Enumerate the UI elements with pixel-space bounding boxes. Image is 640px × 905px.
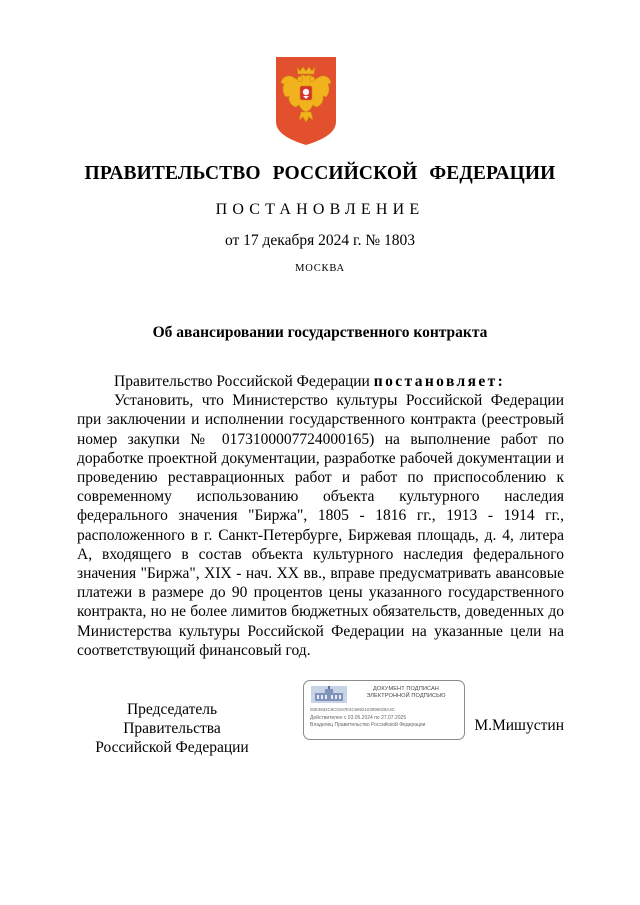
date-and-number: от 17 декабря 2024 г. № 1803 (224, 232, 416, 249)
intro-paragraph (77, 372, 564, 391)
certificate-owner: Владелец Правительство Российской Федерации (310, 722, 426, 728)
stamp-heading (350, 686, 462, 700)
intro-text: Правительство Российской Федерации (114, 373, 374, 390)
city: МОСКВА (295, 263, 345, 274)
certificate-validity: Действителен с 03.05.2024 по 27.07.2025 (310, 715, 407, 721)
position-line-1: Председатель Правительства (123, 701, 221, 737)
certificate-number: 00E3832C6C0197E4C6692103096028A4C (310, 707, 395, 712)
decree-word: постановляет: (373, 373, 506, 390)
stamp-heading-line-1: ДОКУМЕНТ ПОДПИСАН (373, 686, 439, 692)
document-body (77, 372, 564, 660)
signatory-position (77, 700, 267, 757)
main-paragraph: Установить, что Министерство культуры Российской Федерации при заключении и исполнении государственного контракта (реестровый номер закупки № 0173100007724000165) на выполнение работ по доработке проектной документации, разработке рабочей документации и проведению реставрационных работ и работ по приспособлению к современному использованию объекта культурного наследия федерального значения "Биржа", 1805 - 1816 гг., 1913 - 1914 гг., расположенного в г. Санкт-Петербурге, Биржевая площадь, д. 4, литера А, входящего в состав объекта культурного наследия федерального значения "Биржа", XIX - нач. XX вв., вправе предусматривать авансовые платежи в размере до 90 процентов цены указанного государственного контракта, но не более лимитов бюджетных обязательств, доведенных до Министерства культуры Российской Федерации на указанные цели на соответствующий финансовый год. (77, 392, 564, 659)
coat-of-arms-icon (275, 56, 337, 146)
position-line-2: Российской Федерации (95, 739, 249, 756)
document-type: ПОСТАНОВЛЕНИЕ (215, 201, 425, 218)
document-subject: Об авансировании государственного контракта (152, 324, 488, 341)
government-building-icon (311, 686, 347, 703)
stamp-heading-line-2: ЭЛЕКТРОННОЙ ПОДПИСЬЮ (366, 693, 446, 699)
signatory-name: М.Мишустин (474, 717, 564, 734)
electronic-signature-stamp (303, 680, 465, 740)
government-title: ПРАВИТЕЛЬСТВО РОССИЙСКОЙ ФЕДЕРАЦИИ (84, 163, 556, 184)
